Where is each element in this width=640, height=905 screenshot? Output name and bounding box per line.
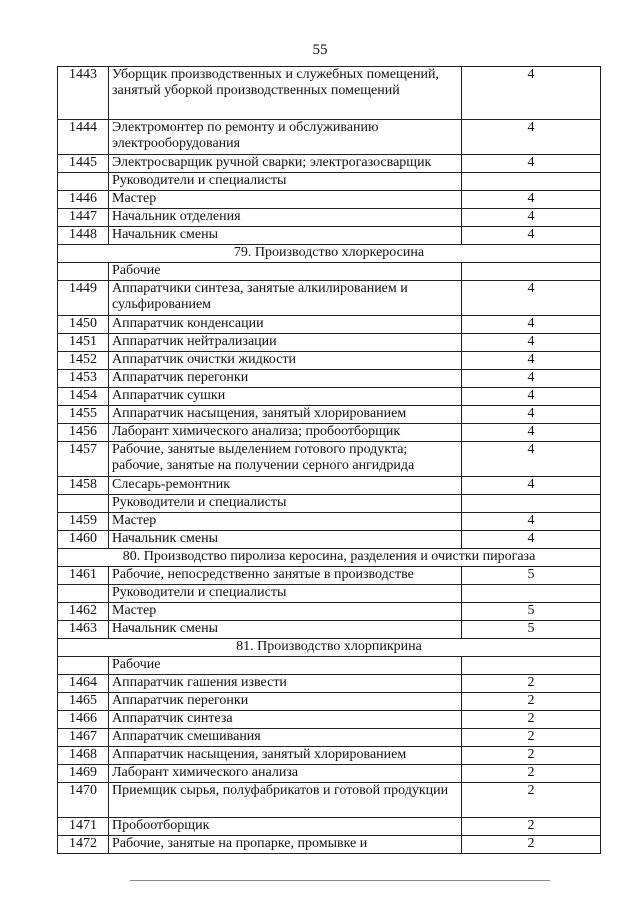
row-number: 1451 <box>58 334 109 352</box>
table-row <box>58 334 601 352</box>
category-value: 4 <box>462 352 601 370</box>
occupation-name: Аппаратчик синтеза <box>109 711 462 729</box>
row-number <box>58 173 109 191</box>
row-number: 1454 <box>58 388 109 406</box>
occupation-name: Лаборант химического анализа; пробоотборщик <box>109 424 462 442</box>
occupation-name: Аппаратчик насыщения, занятый хлорированием <box>109 406 462 424</box>
category-value: 4 <box>462 67 601 120</box>
table-row <box>58 513 601 531</box>
occupation-name: Аппаратчик гашения извести <box>109 675 462 693</box>
category-value: 4 <box>462 281 601 316</box>
category-value: 5 <box>462 567 601 585</box>
category-value <box>462 263 601 281</box>
row-number <box>58 657 109 675</box>
occupation-name: Приемщик сырья, полуфабрикатов и готовой продукции <box>109 783 462 818</box>
table-row <box>58 442 601 477</box>
group-title: Рабочие <box>109 657 462 675</box>
category-value <box>462 173 601 191</box>
row-number: 1465 <box>58 693 109 711</box>
category-value: 2 <box>462 747 601 765</box>
table-row <box>58 388 601 406</box>
group-title: Руководители и специалисты <box>109 495 462 513</box>
page-number: 55 <box>312 42 328 58</box>
row-number: 1463 <box>58 621 109 639</box>
occupation-name: Аппаратчик сушки <box>109 388 462 406</box>
occupation-name: Рабочие, непосредственно занятые в производстве <box>109 567 462 585</box>
row-number: 1462 <box>58 603 109 621</box>
row-number: 1452 <box>58 352 109 370</box>
hazard-category-table <box>57 66 601 854</box>
table-row <box>58 477 601 495</box>
category-value: 5 <box>462 621 601 639</box>
table-row <box>58 783 601 818</box>
category-value: 4 <box>462 120 601 155</box>
section-row <box>58 549 601 567</box>
occupation-name: Слесарь-ремонтник <box>109 477 462 495</box>
occupation-name: Аппаратчик смешивания <box>109 729 462 747</box>
occupation-name: Рабочие, занятые на пропарке, промывке и <box>109 836 462 854</box>
occupation-name: Аппаратчик конденсации <box>109 316 462 334</box>
category-value: 4 <box>462 334 601 352</box>
category-value: 4 <box>462 316 601 334</box>
occupation-name: Аппаратчик очистки жидкости <box>109 352 462 370</box>
table-row <box>58 316 601 334</box>
section-title: 80. Производство пиролиза керосина, разделения и очистки пирогаза <box>58 549 601 567</box>
row-number: 1455 <box>58 406 109 424</box>
category-value <box>462 657 601 675</box>
category-value: 4 <box>462 406 601 424</box>
row-number: 1470 <box>58 783 109 818</box>
group-row <box>58 657 601 675</box>
occupation-name: Лаборант химического анализа <box>109 765 462 783</box>
group-row <box>58 495 601 513</box>
row-number: 1458 <box>58 477 109 495</box>
table-row <box>58 352 601 370</box>
occupation-name: Начальник смены <box>109 621 462 639</box>
occupation-name: Уборщик производственных и служебных помещений, занятый уборкой производственных помещений <box>109 67 462 120</box>
occupation-name: Аппаратчики синтеза, занятые алкилированием и сульфированием <box>109 281 462 316</box>
table-row <box>58 765 601 783</box>
occupation-name: Аппаратчик насыщения, занятый хлорированием <box>109 747 462 765</box>
category-value: 2 <box>462 818 601 836</box>
row-number: 1445 <box>58 155 109 173</box>
category-value <box>462 585 601 603</box>
section-title: 81. Производство хлорпикрина <box>58 639 601 657</box>
group-row <box>58 585 601 603</box>
category-value: 4 <box>462 209 601 227</box>
table-row <box>58 120 601 155</box>
occupation-name: Начальник отделения <box>109 209 462 227</box>
occupation-name: Аппаратчик перегонки <box>109 370 462 388</box>
group-row <box>58 263 601 281</box>
row-number: 1468 <box>58 747 109 765</box>
occupation-name: Мастер <box>109 513 462 531</box>
row-number: 1450 <box>58 316 109 334</box>
group-title: Руководители и специалисты <box>109 585 462 603</box>
category-value: 4 <box>462 388 601 406</box>
category-value: 2 <box>462 783 601 818</box>
category-value: 2 <box>462 675 601 693</box>
table-row <box>58 818 601 836</box>
table-row <box>58 621 601 639</box>
row-number: 1461 <box>58 567 109 585</box>
section-title: 79. Производство хлоркеросина <box>58 245 601 263</box>
row-number: 1449 <box>58 281 109 316</box>
occupation-name: Рабочие, занятые выделением готового продукта; рабочие, занятые на получении серного ангидрида <box>109 442 462 477</box>
table-row <box>58 209 601 227</box>
category-value: 4 <box>462 191 601 209</box>
table-row <box>58 227 601 245</box>
category-value: 2 <box>462 729 601 747</box>
category-value: 4 <box>462 424 601 442</box>
table-row <box>58 711 601 729</box>
category-value: 4 <box>462 531 601 549</box>
row-number: 1453 <box>58 370 109 388</box>
occupation-name: Мастер <box>109 191 462 209</box>
group-title: Рабочие <box>109 263 462 281</box>
table-row <box>58 424 601 442</box>
occupation-name: Начальник смены <box>109 227 462 245</box>
category-value: 4 <box>462 227 601 245</box>
group-row <box>58 173 601 191</box>
table-row <box>58 836 601 854</box>
table-row <box>58 191 601 209</box>
section-row <box>58 639 601 657</box>
category-value <box>462 495 601 513</box>
row-number: 1466 <box>58 711 109 729</box>
row-number: 1471 <box>58 818 109 836</box>
table-row <box>58 729 601 747</box>
row-number: 1472 <box>58 836 109 854</box>
occupation-name: Мастер <box>109 603 462 621</box>
row-number: 1443 <box>58 67 109 120</box>
row-number: 1459 <box>58 513 109 531</box>
row-number: 1457 <box>58 442 109 477</box>
category-value: 4 <box>462 155 601 173</box>
row-number: 1460 <box>58 531 109 549</box>
row-number <box>58 495 109 513</box>
category-value: 4 <box>462 477 601 495</box>
row-number: 1469 <box>58 765 109 783</box>
table-row <box>58 567 601 585</box>
table-row <box>58 155 601 173</box>
table-body <box>58 67 601 854</box>
category-value: 2 <box>462 711 601 729</box>
row-number: 1456 <box>58 424 109 442</box>
section-row <box>58 245 601 263</box>
row-number <box>58 263 109 281</box>
table-row <box>58 693 601 711</box>
category-value: 4 <box>462 370 601 388</box>
table-row <box>58 281 601 316</box>
row-number: 1446 <box>58 191 109 209</box>
category-value: 4 <box>462 513 601 531</box>
group-title: Руководители и специалисты <box>109 173 462 191</box>
occupation-name: Электромонтер по ремонту и обслуживанию электрооборудования <box>109 120 462 155</box>
row-number: 1447 <box>58 209 109 227</box>
table-row <box>58 675 601 693</box>
occupation-name: Электросварщик ручной сварки; электрогазосварщик <box>109 155 462 173</box>
category-value: 5 <box>462 603 601 621</box>
table-row <box>58 370 601 388</box>
category-value: 2 <box>462 765 601 783</box>
row-number: 1467 <box>58 729 109 747</box>
table-row <box>58 747 601 765</box>
occupation-name: Аппаратчик нейтрализации <box>109 334 462 352</box>
table-row <box>58 531 601 549</box>
table-row <box>58 67 601 120</box>
row-number <box>58 585 109 603</box>
occupation-name: Начальник смены <box>109 531 462 549</box>
category-value: 2 <box>462 693 601 711</box>
occupation-name: Пробоотборщик <box>109 818 462 836</box>
page-bottom-rule <box>130 880 550 881</box>
table-row <box>58 603 601 621</box>
row-number: 1444 <box>58 120 109 155</box>
table-row <box>58 406 601 424</box>
category-value: 4 <box>462 442 601 477</box>
row-number: 1448 <box>58 227 109 245</box>
row-number: 1464 <box>58 675 109 693</box>
category-value: 2 <box>462 836 601 854</box>
occupation-name: Аппаратчик перегонки <box>109 693 462 711</box>
